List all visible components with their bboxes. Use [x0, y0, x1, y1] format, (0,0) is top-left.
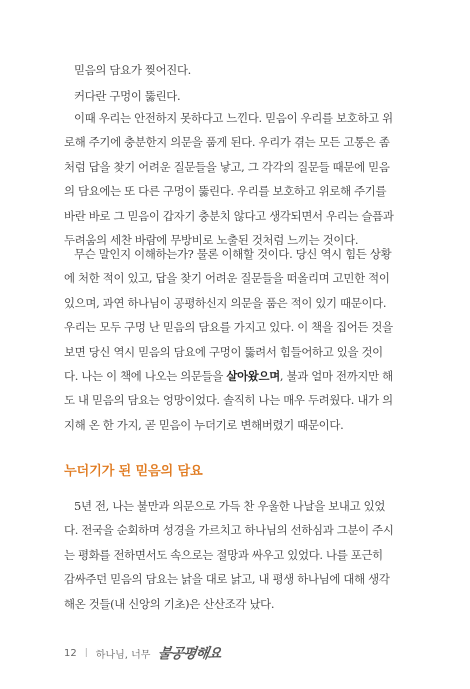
paragraph-1: 믿음의 담요가 찢어진다.	[74, 63, 191, 77]
page-footer	[64, 643, 221, 663]
section-heading: 누더기가 된 믿음의 담요	[64, 464, 203, 479]
footer-separator: |	[84, 648, 88, 658]
emphasis-text: 살아왔으며	[226, 369, 280, 384]
book-title-logo: 불공평해요	[157, 646, 223, 662]
line-with-emphasis: 다. 나는 이 책에 나오는 의문들을 살아왔으며, 불과 얼마 전까지만 해	[64, 369, 393, 384]
book-title-prefix: 하나님, 너무	[95, 649, 151, 661]
paragraph-4: 무슨 말인지 이해하는가? 물론 이해할 것이다. 당신 역시 힘든 상황 에 처한 적이 있고, 답을 찾기 어려운 질문들을 떠올리며 고민한 적이 있으며, 과연 하나님이 공평하신지 의문을 품은 적이 있기 때문이다. 우리는 모두 구멍 난 믿음의 담요를 가지고 있다. 이 책을 집어든 것을 보면 당신 역시 믿음의 담요에 구멍이 뚫려서 힘들어하고 있을 것이 다. 나는 이 책에 나오는 의문들을 살아왔으며, 불과 얼마 전까지만 해 도 내 믿음의 담요는 엉망이었다. 솔직히 나는 매우 두려웠다. 내가 의 지해 온 한 가지, 곧 믿음이 누더기로 변해버렸기 때문이다.	[64, 242, 408, 437]
paragraph-3: 이때 우리는 안전하지 못하다고 느낀다. 믿음이 우리를 보호하고 위 로해 주기에 충분한지 의문을 품게 된다. 우리가 겪는 모든 고통은 좀 처럼 답을 찾기 어려운 질문들을 낳고, 그 각각의 질문들 때문에 믿음 의 담요에는 또 다른 구멍이 뚫린다. 우리를 보호하고 위로해 주기를 바란 바로 그 믿음이 갑자기 충분치 않다고 생각되면서 우리는 슬픔과 두려움의 세찬 바람에 무방비로 노출된 것처럼 느끼는 것이다.	[64, 111, 394, 248]
paragraph-2: 커다란 구멍이 뚫린다.	[74, 89, 181, 103]
page-number: 12	[64, 647, 77, 659]
section-paragraph: 5년 전, 나는 불만과 의문으로 가득 찬 우울한 나날을 보내고 있었 다. 전국을 순회하며 성경을 가르치고 하나님의 선하심과 그분이 주시 는 평화를 전하면서도 속으로는 절망과 싸우고 있었다. 나를 포근히 감싸주던 믿음의 담요는 낡을 대로 낡고, 내 평생 하나님에 대해 생각 해온 것들(내 신앙의 기초)은 산산조각 났다.	[64, 499, 394, 611]
